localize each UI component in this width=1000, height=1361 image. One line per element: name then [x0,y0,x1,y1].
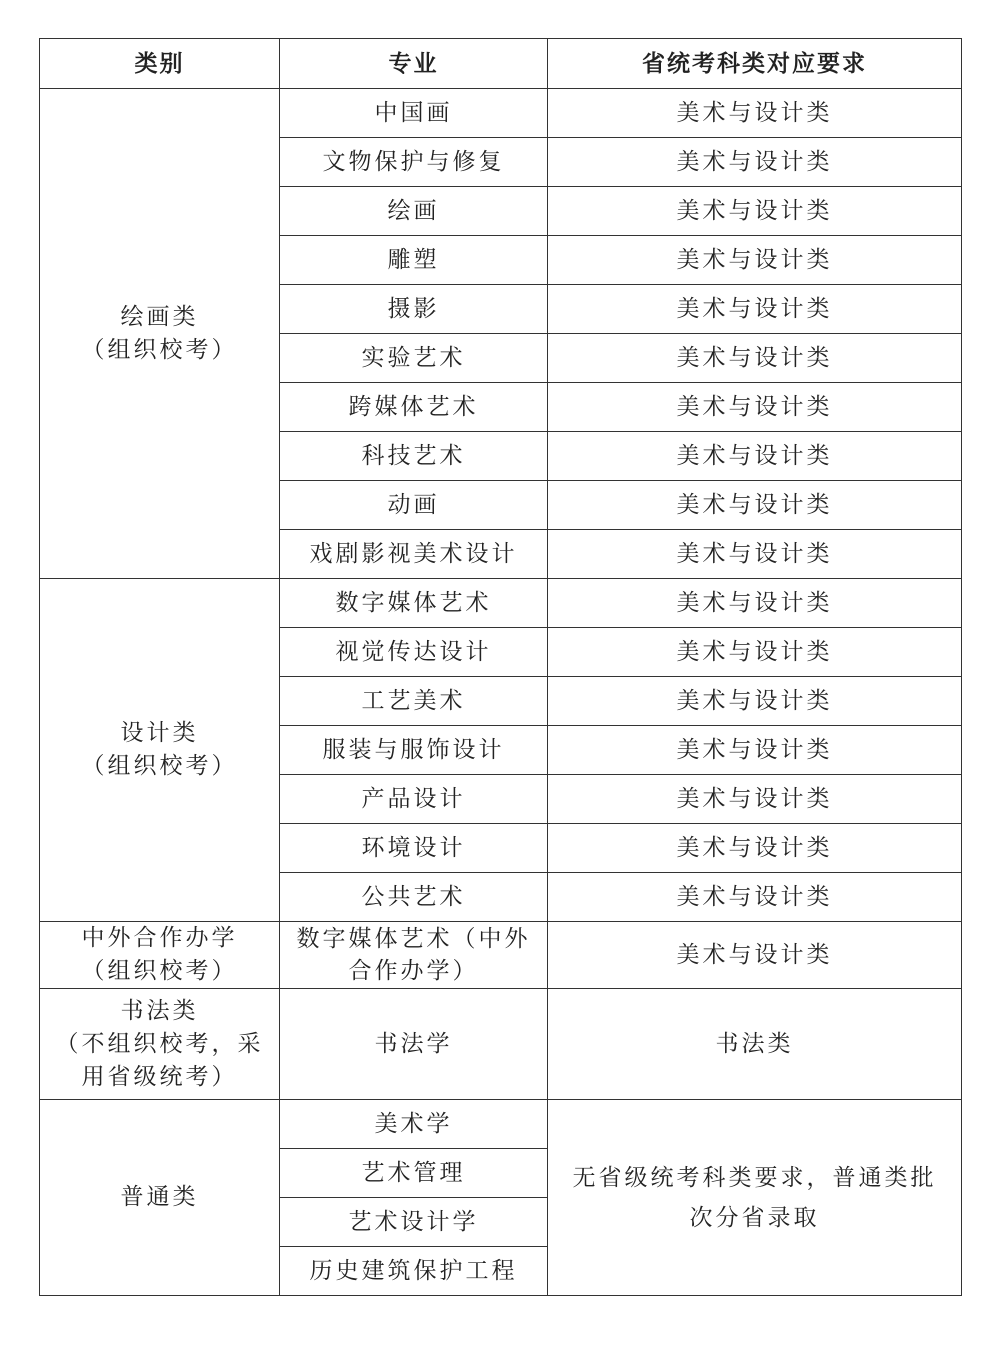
requirement-cell: 美术与设计类 [548,89,962,138]
requirement-cell: 美术与设计类 [548,187,962,236]
major-cell: 服装与服饰设计 [280,726,548,775]
major-cell: 艺术设计学 [280,1198,548,1247]
requirement-cell: 美术与设计类 [548,530,962,579]
major-cell: 公共艺术 [280,873,548,922]
table-row [40,89,962,138]
requirement-cell: 美术与设计类 [548,726,962,775]
major-cell: 工艺美术 [280,677,548,726]
major-requirements-table [39,38,962,1296]
major-cell: 艺术管理 [280,1149,548,1198]
major-cell: 雕塑 [280,236,548,285]
major-cell: 动画 [280,481,548,530]
major-cell: 产品设计 [280,775,548,824]
requirement-cell: 美术与设计类 [548,579,962,628]
table-row [40,579,962,628]
major-cell: 实验艺术 [280,334,548,383]
table-row [40,922,962,989]
category-name: 中外合作办学 [81,925,238,951]
category-cell-joint-program [40,922,280,989]
header-category: 类别 [40,39,280,89]
requirement-cell: 美术与设计类 [548,236,962,285]
major-cell: 数字媒体艺术 [280,579,548,628]
requirement-cell: 美术与设计类 [548,628,962,677]
category-name: 设计类 [120,720,199,746]
major-cell: 书法学 [280,989,548,1100]
table-row [40,989,962,1100]
category-cell-general: 普通类 [40,1100,280,1296]
category-cell-painting [40,89,280,579]
major-cell: 视觉传达设计 [280,628,548,677]
category-cell-design [40,579,280,922]
major-cell: 绘画 [280,187,548,236]
header-major: 专业 [280,39,548,89]
requirement-cell: 美术与设计类 [548,138,962,187]
requirement-cell: 美术与设计类 [548,432,962,481]
major-cell: 中国画 [280,89,548,138]
requirement-cell: 美术与设计类 [548,775,962,824]
major-cell: 美术学 [280,1100,548,1149]
requirement-cell: 书法类 [548,989,962,1100]
requirement-cell: 美术与设计类 [548,285,962,334]
category-name: 书法类 [120,997,199,1024]
major-cell: 历史建筑保护工程 [280,1247,548,1296]
category-name: 绘画类 [120,303,199,330]
requirement-cell: 美术与设计类 [548,677,962,726]
requirement-cell: 美术与设计类 [548,383,962,432]
major-cell: 文物保护与修复 [280,138,548,187]
major-cell: 科技艺术 [280,432,548,481]
category-note: （组织校考） [81,336,238,363]
major-cell: 摄影 [280,285,548,334]
requirement-cell-shared: 无省级统考科类要求，普通类批次分省录取 [548,1100,962,1296]
category-note: （不组织校考，采用省级统考） [55,1030,264,1090]
table-row [40,1100,962,1149]
requirement-cell: 美术与设计类 [548,922,962,989]
major-cell: 环境设计 [280,824,548,873]
category-note: （组织校考） [81,753,238,779]
header-requirement: 省统考科类对应要求 [548,39,962,89]
requirement-cell: 美术与设计类 [548,873,962,922]
category-note: （组织校考） [81,958,238,984]
category-cell-calligraphy [40,989,280,1100]
requirement-cell: 美术与设计类 [548,334,962,383]
major-cell: 跨媒体艺术 [280,383,548,432]
requirement-cell: 美术与设计类 [548,481,962,530]
major-cell: 数字媒体艺术（中外合作办学） [280,922,548,989]
major-cell: 戏剧影视美术设计 [280,530,548,579]
requirement-cell: 美术与设计类 [548,824,962,873]
